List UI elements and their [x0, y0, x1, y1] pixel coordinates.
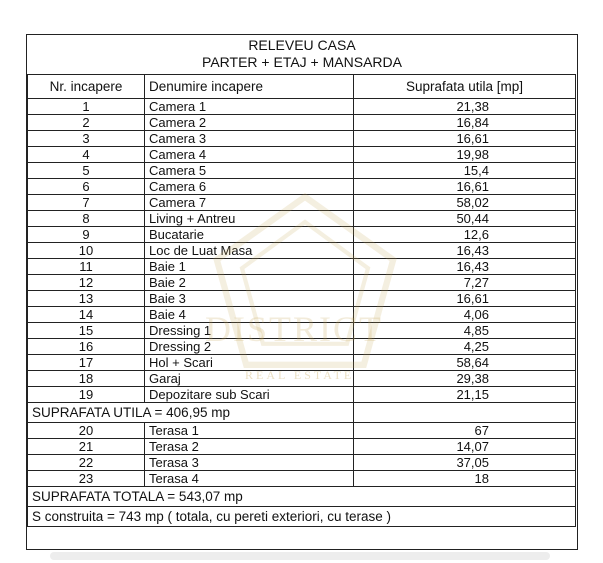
room-name: Camera 2: [145, 115, 354, 131]
table-row: [28, 211, 576, 227]
watermark-text: DISTRICT: [205, 309, 383, 349]
built-area: S construita = 743 mp ( totala, cu pereti exteriori, cu terase ): [28, 507, 576, 527]
floor-survey-sheet: [26, 34, 578, 550]
room-name: Baie 2: [145, 275, 354, 291]
room-name: Terasa 1: [145, 423, 354, 439]
table-header-row: [28, 75, 576, 99]
room-number: 16: [28, 339, 145, 355]
room-area: 4,25: [354, 339, 576, 355]
table-row: [28, 227, 576, 243]
room-area: 16,43: [354, 259, 576, 275]
room-area: 67: [354, 423, 576, 439]
table-row: [28, 371, 576, 387]
room-name: Dressing 2: [145, 339, 354, 355]
room-name: Camera 5: [145, 163, 354, 179]
room-name: Dressing 1: [145, 323, 354, 339]
room-area: 21,38: [354, 99, 576, 115]
room-number: 19: [28, 387, 145, 403]
usable-area-total: SUPRAFATA UTILA = 406,95 mp: [28, 403, 354, 423]
room-area: 19,98: [354, 147, 576, 163]
terraces-body: [28, 423, 576, 487]
table-row: [28, 259, 576, 275]
room-name: Terasa 2: [145, 439, 354, 455]
room-number: 12: [28, 275, 145, 291]
column-header-nr: Nr. incapere: [28, 75, 145, 99]
room-area: 15,4: [354, 163, 576, 179]
table-row: [28, 291, 576, 307]
room-name: Baie 3: [145, 291, 354, 307]
table-row: [28, 355, 576, 371]
room-number: 4: [28, 147, 145, 163]
room-number: 14: [28, 307, 145, 323]
room-number: 11: [28, 259, 145, 275]
room-number: 21: [28, 439, 145, 455]
room-area: 4,06: [354, 307, 576, 323]
column-header-area: Suprafata utila [mp]: [354, 75, 576, 99]
room-area: 16,61: [354, 291, 576, 307]
table-row: [28, 423, 576, 439]
document-subtitle: PARTER + ETAJ + MANSARDA: [202, 54, 402, 70]
room-number: 8: [28, 211, 145, 227]
room-number: 9: [28, 227, 145, 243]
room-name: Living + Antreu: [145, 211, 354, 227]
room-name: Camera 4: [145, 147, 354, 163]
room-name: Baie 1: [145, 259, 354, 275]
room-number: 23: [28, 471, 145, 487]
table-row: [28, 275, 576, 291]
room-number: 1: [28, 99, 145, 115]
room-area: 29,38: [354, 371, 576, 387]
table-row: [28, 163, 576, 179]
room-number: 7: [28, 195, 145, 211]
table-row: [28, 115, 576, 131]
table-row: [28, 455, 576, 471]
room-number: 18: [28, 371, 145, 387]
room-name: Camera 6: [145, 179, 354, 195]
built-area-row: [28, 507, 576, 527]
room-area: 16,61: [354, 179, 576, 195]
room-area: 16,61: [354, 131, 576, 147]
room-area: 58,02: [354, 195, 576, 211]
room-area: 14,07: [354, 439, 576, 455]
usable-area-row: [28, 403, 576, 423]
table-row: [28, 439, 576, 455]
total-area: SUPRAFATA TOTALA = 543,07 mp: [28, 487, 576, 507]
room-name: Camera 7: [145, 195, 354, 211]
room-area: 16,43: [354, 243, 576, 259]
room-number: 17: [28, 355, 145, 371]
table-row: [28, 243, 576, 259]
room-name: Terasa 3: [145, 455, 354, 471]
paper-shadow: [50, 552, 550, 560]
table-row: [28, 307, 576, 323]
room-area: 58,64: [354, 355, 576, 371]
room-number: 22: [28, 455, 145, 471]
rooms-body: [28, 99, 576, 403]
room-area: 4,85: [354, 323, 576, 339]
room-name: Bucatarie: [145, 227, 354, 243]
room-number: 3: [28, 131, 145, 147]
room-number: 13: [28, 291, 145, 307]
room-number: 20: [28, 423, 145, 439]
table-row: [28, 195, 576, 211]
room-name: Hol + Scari: [145, 355, 354, 371]
room-name: Loc de Luat Masa: [145, 243, 354, 259]
room-number: 15: [28, 323, 145, 339]
room-name: Camera 3: [145, 131, 354, 147]
room-area: 12,6: [354, 227, 576, 243]
usable-area-empty-cell: [354, 403, 576, 423]
total-area-row: [28, 487, 576, 507]
room-area: 16,84: [354, 115, 576, 131]
table-row: [28, 147, 576, 163]
room-area: 50,44: [354, 211, 576, 227]
room-number: 5: [28, 163, 145, 179]
room-area: 21,15: [354, 387, 576, 403]
room-number: 2: [28, 115, 145, 131]
room-number: 6: [28, 179, 145, 195]
room-area: 37,05: [354, 455, 576, 471]
rooms-table: [27, 74, 576, 527]
watermark-subtext: REAL ESTATE: [245, 368, 355, 382]
column-header-name: Denumire incapere: [145, 75, 354, 99]
table-row: [28, 387, 576, 403]
room-name: Baie 4: [145, 307, 354, 323]
table-row: [28, 323, 576, 339]
table-row: [28, 471, 576, 487]
table-row: [28, 339, 576, 355]
room-name: Terasa 4: [145, 471, 354, 487]
room-name: Garaj: [145, 371, 354, 387]
room-number: 10: [28, 243, 145, 259]
table-row: [28, 131, 576, 147]
room-name: Depozitare sub Scari: [145, 387, 354, 403]
table-row: [28, 99, 576, 115]
room-area: 7,27: [354, 275, 576, 291]
table-row: [28, 179, 576, 195]
document-title: RELEVEU CASA: [248, 37, 356, 53]
room-area: 18: [354, 471, 576, 487]
room-name: Camera 1: [145, 99, 354, 115]
